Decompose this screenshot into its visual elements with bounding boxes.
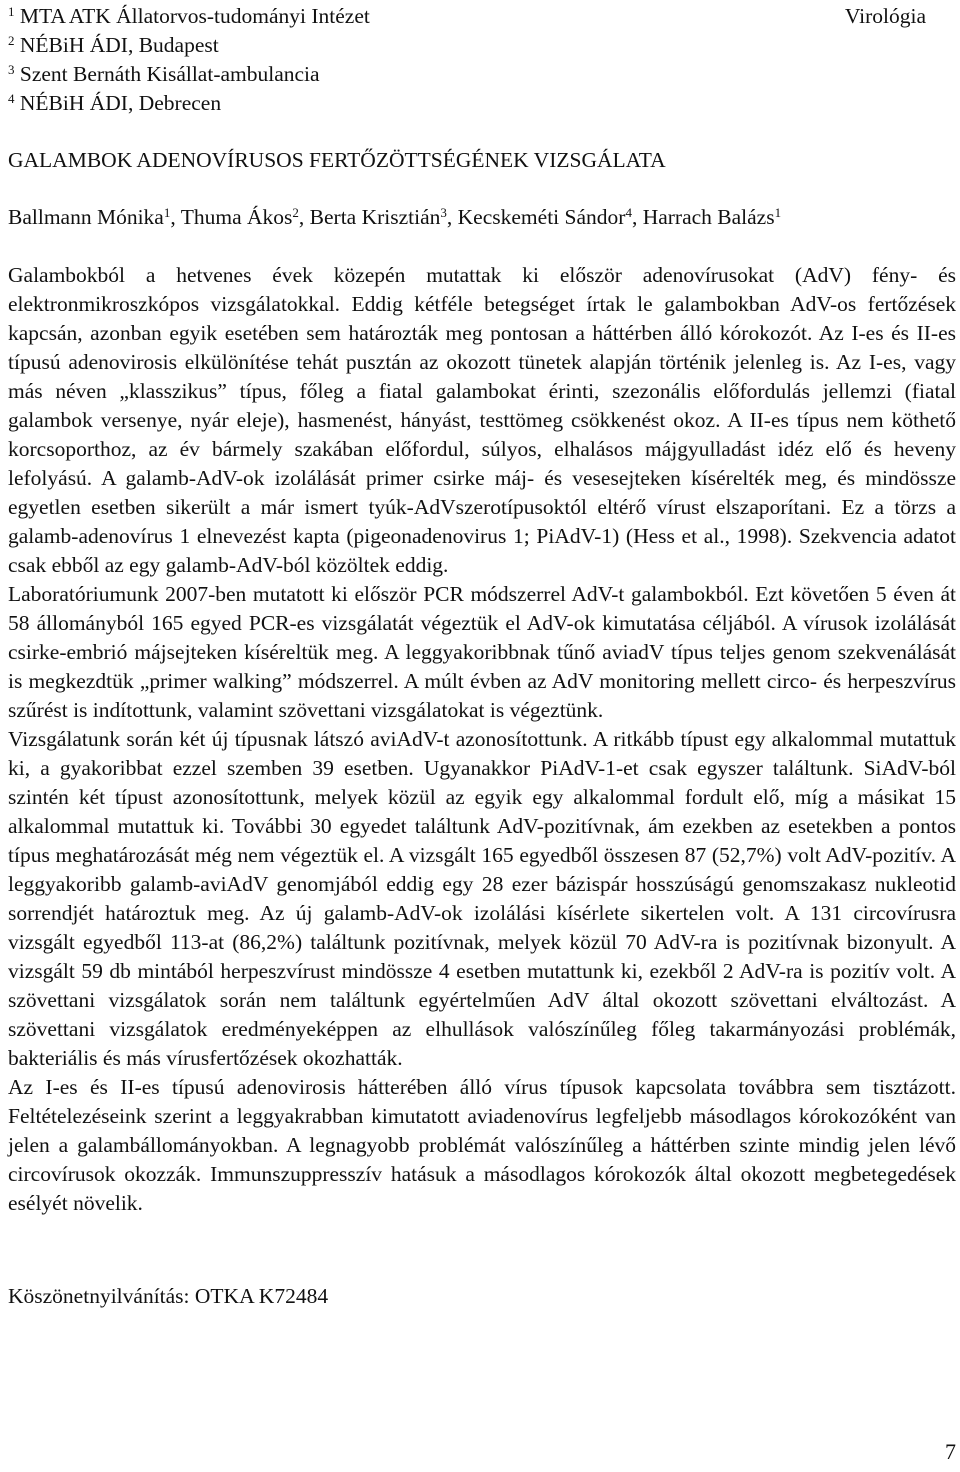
document-title: GALAMBOK ADENOVÍRUSOS FERTŐZÖTTSÉGÉNEK VIZSGÁLATA bbox=[8, 148, 666, 172]
affiliation-text: NÉBiH ÁDI, Debrecen bbox=[19, 91, 222, 115]
author-separator: , bbox=[170, 205, 181, 229]
section-label: Virológia bbox=[844, 4, 926, 28]
body-paragraph: Vizsgálatunk során két új típusnak látszó aviAdV-t azonosítottunk. A ritkább típust egy alkalommal mutattuk ki, a gyakoribbat ezzel szemben 39 esetben. Ugyanakkor PiAdV-1-et csak egyszer találtunk. SiAdV-ból szintén két típust azonosítottunk, melyek közül az egyik egy alkalommal fordult elő, míg a másikat 15 alkalommal mutattuk ki. További 30 egyedet találtunk AdV-pozitívnak, ám ezekben az esetekben a pontos típus meghatározását még nem végeztük el. A vizsgált 165 egyedből összesen 87 (52,7%) volt AdV-pozitív. A leggyakoribb galamb-aviAdV genomjából eddig egy 28 ezer bázispár hosszúságú genomszakasz nukleotid sorrendjét határoztuk meg. Az új galamb-AdV-ok izolálási kísérlete sikertelen volt. A 131 circovírusra vizsgált egyedből 113-at (86,2%) találtunk pozitívnak, melyek közül 70 AdV-ra is pozitívnak bizonyult. A vizsgált 59 db mintából herpeszvírust mindössze 4 esetben mutattunk ki, ezekből 2 AdV-ra is pozitív volt. A szövettani vizsgálatok során nem találtunk egyértelműen AdV által okozott szövettani elváltozást. A szövettani vizsgálatok eredményeképpen az elhullások valószínűleg főleg takarmányozási problémák, bakteriális és más vírusfertőzések okozhatták. bbox=[8, 727, 956, 1070]
author-separator: , bbox=[298, 205, 310, 229]
acknowledgement: Köszönetnyilvánítás: OTKA K72484 bbox=[8, 1284, 329, 1308]
body-paragraph: Az I-es és II-es típusú adenovirosis hátterében álló vírus típusok kapcsolata továbbra sem tisztázott. Feltételezéseink szerint a leggyakrabban kimutatott aviadenovírus legfeljebb másodlagos kórokozóként van jelen a galambállományokban. A legnagyobb problémát valószínűleg a háttérben szinte mindig jelen lévő circovírusok okozzák. Immunszuppresszív hatásuk a másodlagos kórokozók által okozott megbetegedések esélyét növelik. bbox=[8, 1075, 956, 1215]
affiliation-number: 2 bbox=[8, 32, 15, 48]
page-number: 7 bbox=[945, 1439, 956, 1464]
author-separator: , bbox=[446, 205, 458, 229]
author-name: Ballmann Mónika bbox=[8, 205, 164, 229]
author-affiliation-number: 4 bbox=[625, 204, 632, 220]
affiliation-line bbox=[8, 89, 956, 118]
author-affiliation-number: 2 bbox=[292, 204, 299, 220]
author-name: Thuma Ákos bbox=[180, 205, 293, 229]
affiliation-line bbox=[8, 2, 956, 31]
body-paragraph: Galambokból a hetvenes évek közepén mutattak ki először adenovírusokat (AdV) fény- és elektronmikroszkópos vizsgálatokkal. Eddig kétféle betegséget írtak le galambokban AdV-os fertőzések kapcsán, azonban egyik esetében sem határozták meg pontosan a háttérben álló kórokozót. Az I-es és II-es típusú adenovirosis elkülönítése tehát pusztán az okozott tünetek alapján történik jelenleg is. Az I-es, vagy más néven „klasszikus” típus, főleg a fiatal galambokat érinti, szezonális előfordulás jellemzi (fiatal galambok versenye, nyár eleje), hasmenést, hányást, testtömeg csökkenést okoz. A II-es típus nem köthető korcsoporthoz, az év bármely szakában előfordul, súlyos, elhalásos májgyulladást idéz elő és heveny lefolyású. A galamb-AdV-ok izolálását primer csirke máj- és vesesejteken kísérelték meg, és mindössze egyetlen esetben sikerült a már ismert tyúk-AdVszerotípusoktól eltérő vírust elszaporítani. Ez a törzs a galamb-adenovírus 1 elnevezést kapta (pigeonadenovirus 1; PiAdV-1) (Hess et al., 1998). Szekvencia adatot csak ebből az egy galamb-AdV-ból közöltek eddig. bbox=[8, 263, 956, 577]
affiliation-text: MTA ATK Állatorvos-tudományi Intézet bbox=[19, 4, 370, 28]
affiliation-number: 1 bbox=[8, 3, 15, 19]
affiliation-number: 3 bbox=[8, 61, 15, 77]
affiliation-number: 4 bbox=[8, 90, 15, 106]
affiliation-text: Szent Bernáth Kisállat-ambulancia bbox=[19, 62, 320, 86]
author-affiliation-number: 1 bbox=[774, 204, 782, 220]
body-paragraph: Laboratóriumunk 2007-ben mutatott ki először PCR módszerrel AdV-t galambokból. Ezt követően 5 éven át 58 állományból 165 egyed PCR-es vizsgálatát végeztük el AdV-ok kimutatása céljából. A vírusok izolálását csirke-embrió májsejteken kíséreltük meg. A leggyakoribbnak tűnő aviadV típus teljes genom szekvenálását is megkezdtük „primer walking” módszerrel. A múlt évben az AdV monitoring mellett circo- és herpeszvírus szűrést is indítottunk, valamint szövettani vizsgálatokat is végeztünk. bbox=[8, 582, 956, 722]
author-separator: , bbox=[631, 205, 643, 229]
affiliation-text: NÉBiH ÁDI, Budapest bbox=[19, 33, 219, 57]
author-affiliation-number: 1 bbox=[163, 204, 171, 220]
affiliations-list bbox=[8, 2, 956, 118]
author-name: Kecskeméti Sándor bbox=[457, 205, 626, 229]
author-name: Berta Krisztián bbox=[309, 205, 441, 229]
abstract-body bbox=[8, 261, 956, 1218]
affiliation-line bbox=[8, 31, 956, 60]
author-affiliation-number: 3 bbox=[440, 204, 447, 220]
author-name: Harrach Balázs bbox=[642, 205, 775, 229]
author-list bbox=[8, 203, 781, 232]
affiliation-line bbox=[8, 60, 956, 89]
